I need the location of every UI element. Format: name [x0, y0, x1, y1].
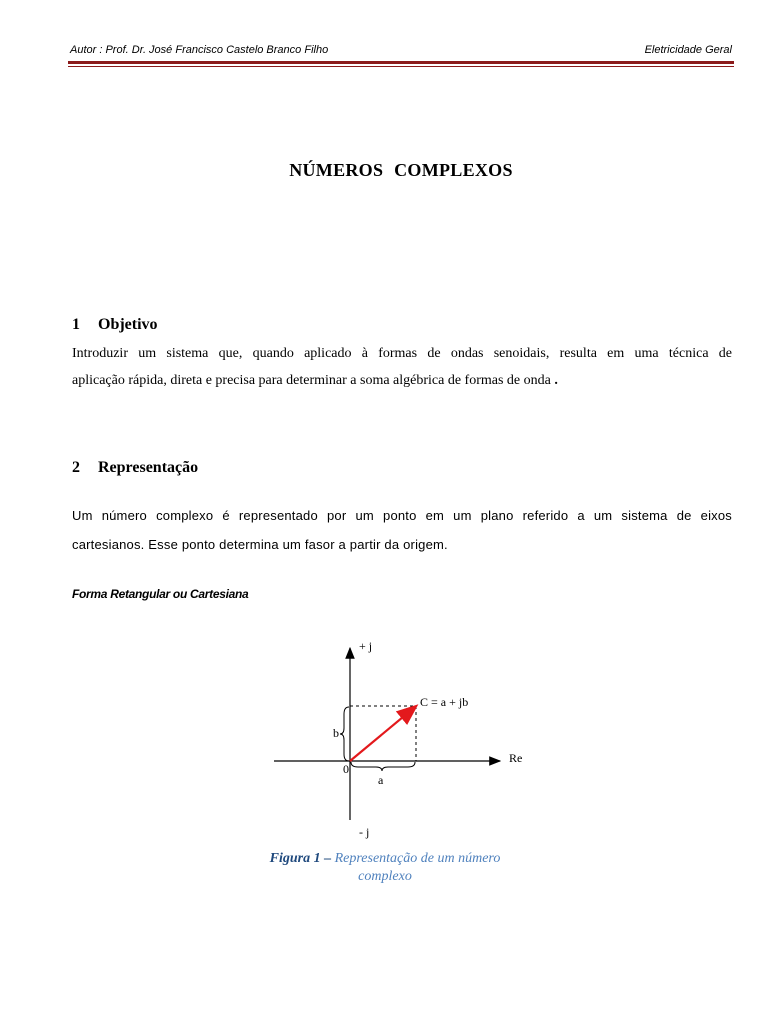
label-origin: 0	[343, 762, 349, 776]
section-1-number: 1	[72, 316, 80, 333]
subheading-rectangular-form: Forma Retangular ou Cartesiana	[72, 587, 249, 601]
figure-caption	[250, 850, 520, 886]
document-title: NÚMEROS COMPLEXOS	[289, 160, 513, 180]
section-2-line-2: cartesianos. Esse ponto determina um fasor a partir da origem.	[72, 537, 448, 552]
header-rule-thin	[68, 66, 734, 67]
section-1-line-2: aplicação rápida, direta e precisa para determinar a soma algébrica de formas de onda	[72, 373, 551, 388]
header-author: Autor : Prof. Dr. José Francisco Castelo Branco Filho	[70, 44, 329, 56]
label-re: Re	[509, 751, 523, 765]
section-2-line-1: Um número complexo é representado por um ponto em um plano referido a um sistema de eixos	[72, 508, 732, 523]
label-minus-j: - j	[359, 825, 370, 839]
header-course: Eletricidade Geral	[644, 44, 732, 56]
section-2-paragraph	[72, 501, 732, 559]
label-b: b	[333, 726, 339, 740]
brace-b	[340, 707, 349, 761]
section-1-paragraph	[72, 340, 732, 394]
phasor-vector	[350, 707, 415, 761]
label-point-c: C = a + jb	[420, 695, 469, 709]
page-header	[70, 44, 732, 62]
header-rule-thick	[68, 61, 734, 64]
label-plus-j: + j	[359, 639, 373, 653]
section-2-heading	[72, 459, 198, 477]
label-a: a	[378, 773, 384, 787]
caption-lead: Figura 1 –	[269, 851, 332, 866]
brace-a	[351, 762, 415, 771]
section-1-period: .	[554, 373, 558, 388]
section-1-heading	[72, 316, 158, 334]
section-2-title: Representação	[98, 459, 199, 476]
complex-plane-figure	[260, 630, 530, 845]
section-1-line-1: Introduzir um sistema que, quando aplicado à formas de ondas senoidais, resulta em uma técnica de	[72, 346, 732, 361]
section-1-title: Objetivo	[98, 316, 158, 333]
section-2-number: 2	[72, 459, 80, 476]
caption-text: Representação de um número complexo	[334, 851, 501, 884]
